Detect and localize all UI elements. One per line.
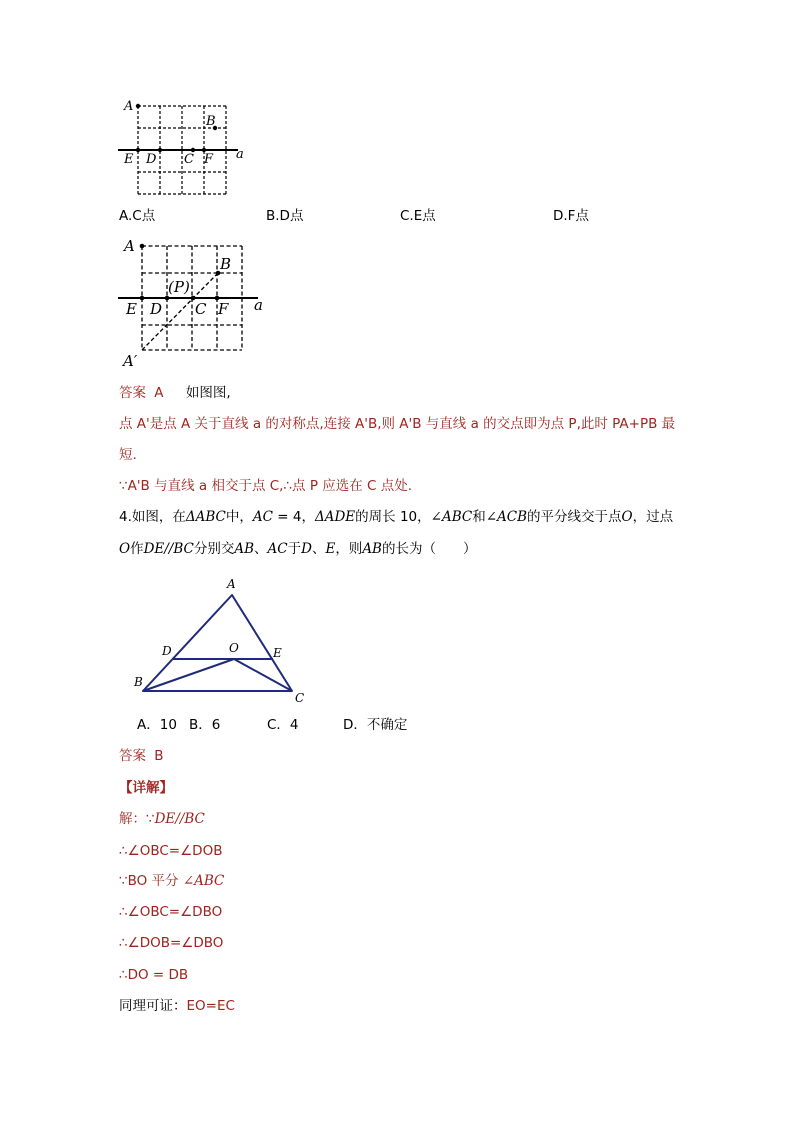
- step-6: [119, 966, 188, 984]
- q4-math: D: [301, 541, 312, 557]
- label-F: F: [204, 152, 214, 167]
- option-q4-b: B．6: [189, 717, 221, 733]
- q4-math: O: [621, 509, 633, 525]
- q4-text: 的周长 10，: [355, 509, 431, 525]
- q4-math: ΔADE: [314, 509, 356, 525]
- step-text: ∵BO 平分: [119, 873, 183, 889]
- answer-q3-header: [119, 384, 231, 402]
- q4-math: ΔABC: [185, 509, 226, 525]
- answer-choice: B: [154, 748, 164, 764]
- q4-text: 4.如图，在: [119, 509, 186, 525]
- label-P: (P): [168, 278, 190, 296]
- option-q4-c: C．4: [267, 717, 299, 733]
- q4-math: AC: [267, 541, 288, 557]
- answer-choice: A: [154, 385, 164, 401]
- detail-title: 【详解】: [119, 780, 173, 796]
- label-B: B: [220, 255, 232, 273]
- q4-math: AB: [362, 541, 382, 557]
- q4-math: AB: [234, 541, 255, 557]
- figure-grid-2: [118, 236, 268, 368]
- q4-text: 、: [254, 541, 268, 557]
- label-B: B: [134, 675, 143, 689]
- step-math: DE//BC: [154, 811, 205, 827]
- q4-text: 作: [130, 541, 144, 557]
- q4-text: 、: [311, 541, 326, 557]
- q4-math: ∠ABC: [430, 509, 473, 525]
- answer-q3-line2: 短.: [119, 447, 137, 463]
- step-5: [119, 934, 223, 952]
- step-1: [119, 810, 205, 828]
- q4-text: 中，: [225, 509, 253, 525]
- label-a: a: [236, 147, 244, 162]
- option-q4-a: A．10: [137, 717, 177, 733]
- label-E: E: [126, 300, 137, 318]
- step-text: ∴∠OBC=∠DOB: [119, 843, 223, 859]
- label-A: A: [124, 237, 135, 255]
- step-text: 同理可证：: [119, 998, 187, 1014]
- q4-text: ，过点: [632, 509, 674, 525]
- label-a: a: [254, 296, 263, 314]
- option-q3-c: C.E点: [400, 208, 436, 224]
- label-A: A: [124, 99, 134, 114]
- step-text: ∴∠DOB=∠DBO: [119, 935, 224, 951]
- step-text: ∴DO = DB: [119, 967, 189, 983]
- answer-label: 答案: [119, 748, 146, 764]
- step-4: [119, 903, 222, 921]
- option-q3-b: B.D点: [266, 208, 304, 224]
- label-D: D: [150, 300, 163, 318]
- step-3: [119, 872, 224, 890]
- step-value: EO=EC: [186, 998, 235, 1014]
- label-B: B: [206, 114, 216, 129]
- label-C: C: [295, 691, 305, 705]
- q4-text: = 4，: [272, 509, 315, 525]
- answer-note: 如图图,: [185, 385, 231, 401]
- figure-triangle: [128, 572, 313, 708]
- step-2: [119, 842, 222, 860]
- q4-math: O: [119, 541, 131, 557]
- q4-math: ∠ACB: [485, 509, 528, 525]
- step-text: 解：∵: [119, 811, 155, 827]
- label-D: D: [162, 644, 172, 658]
- q4-math: DE//BC: [143, 541, 194, 557]
- answer-label: 答案: [119, 385, 146, 401]
- option-q4-d: D．不确定: [343, 717, 408, 733]
- option-q3-a: A.C点: [119, 208, 156, 224]
- q4-text: 和: [472, 509, 486, 525]
- label-F: F: [218, 300, 229, 318]
- q4-math: AC: [252, 509, 273, 525]
- label-E: E: [273, 646, 282, 660]
- label-A-prime: A′: [123, 352, 138, 368]
- step-text: ∴∠OBC=∠DBO: [119, 904, 223, 920]
- q4-text: ，则: [335, 541, 363, 557]
- question4-line2: [119, 540, 476, 558]
- q4-math: E: [325, 541, 336, 557]
- label-C: C: [195, 300, 207, 318]
- q4-text: 于: [287, 541, 302, 557]
- label-D: D: [146, 152, 157, 167]
- label-E: E: [124, 152, 134, 167]
- option-q3-d: D.F点: [553, 208, 589, 224]
- question4-line1: [119, 508, 673, 526]
- answer-q3-line1: 点 A'是点 A 关于直线 a 的对称点,连接 A'B,则 A'B 与直线 a 的交点即为点 P,此时 PA+PB 最: [119, 416, 676, 432]
- q4-text: 分别交: [193, 541, 235, 557]
- step-7: [119, 997, 235, 1015]
- answer-q4-header: [119, 747, 164, 765]
- label-C: C: [184, 152, 194, 167]
- q4-text: 的平分线交于点: [527, 509, 622, 525]
- answer-q3-line3: ∵A'B 与直线 a 相交于点 C,∴点 P 应选在 C 点处.: [119, 478, 413, 494]
- figure-grid-1: [118, 96, 248, 200]
- label-A: A: [227, 577, 236, 591]
- step-math: ∠ABC: [182, 873, 225, 889]
- label-O: O: [229, 641, 239, 655]
- q4-text: 的长为（ ）: [381, 541, 477, 557]
